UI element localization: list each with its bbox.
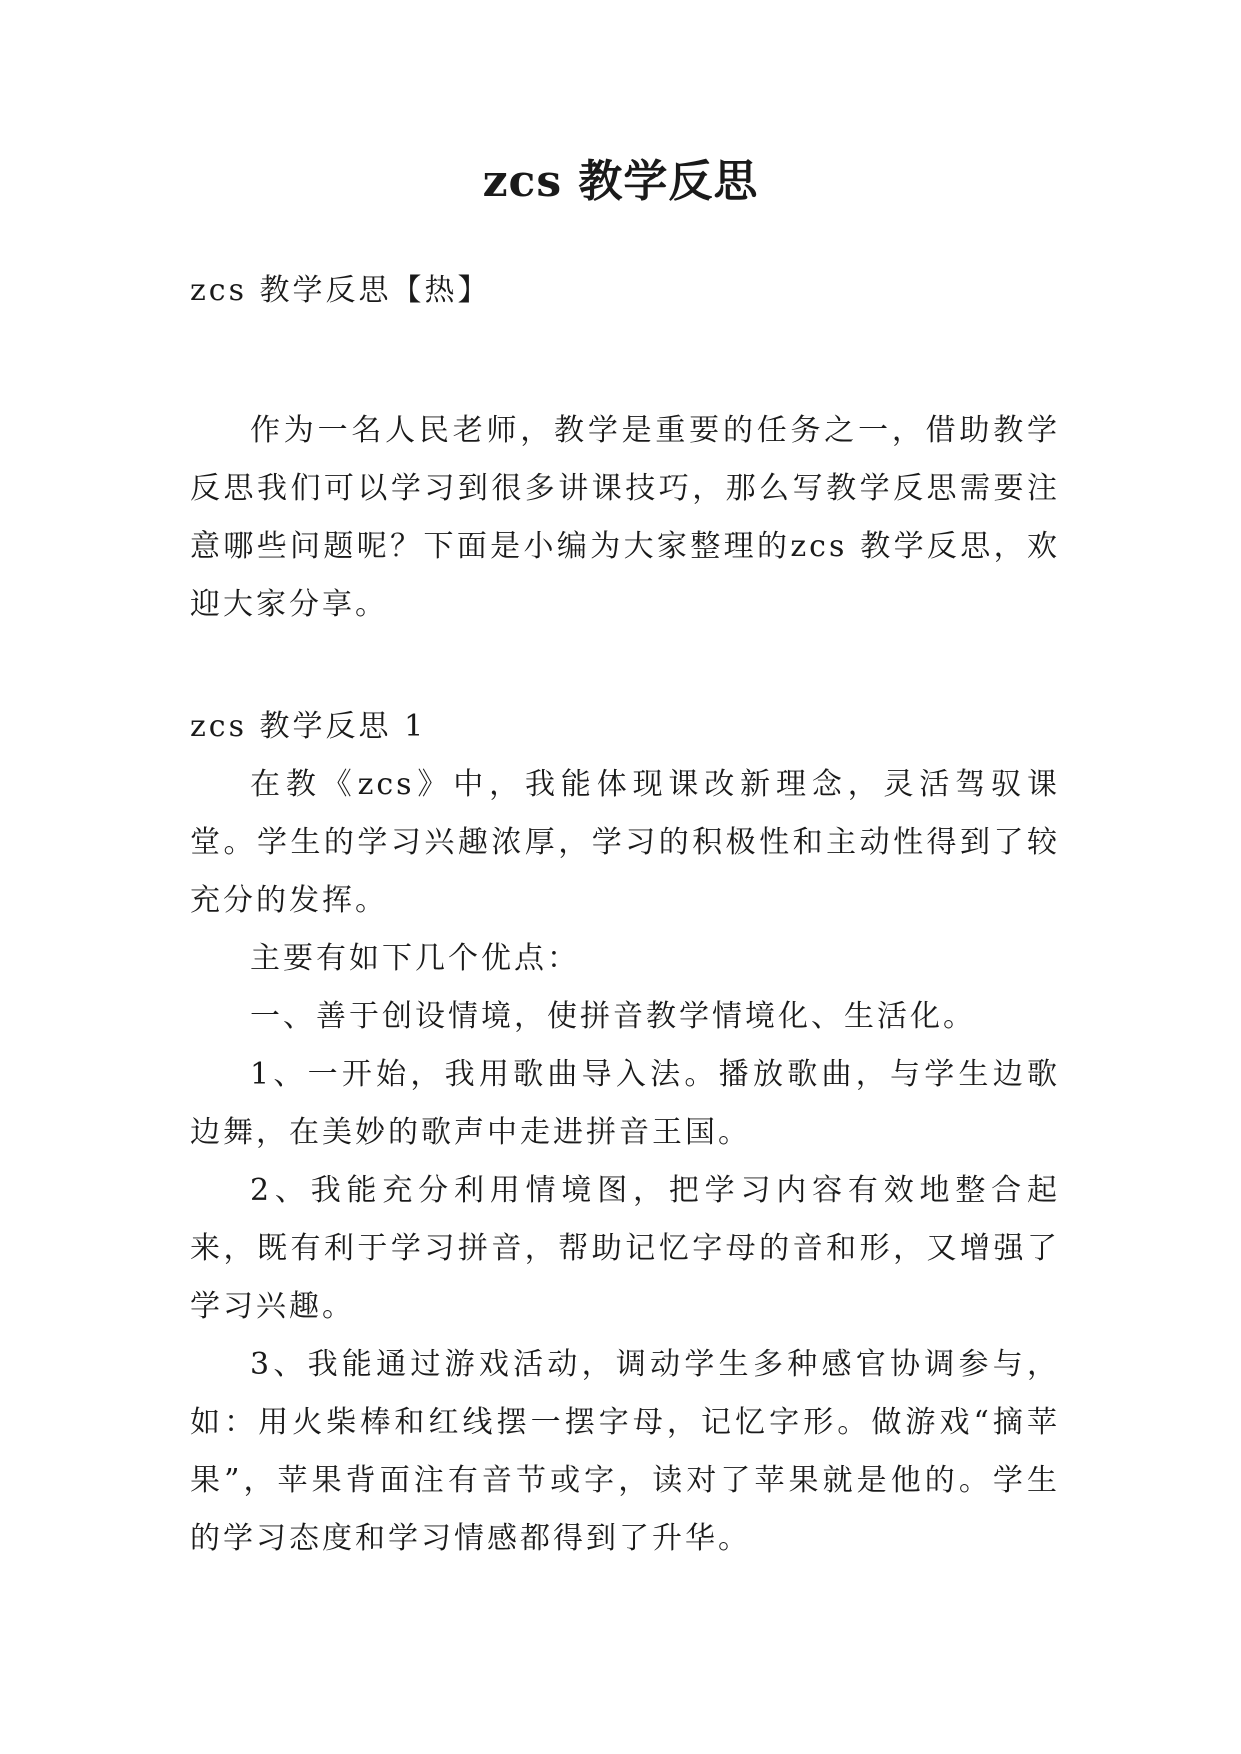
document-title: zcs 教学反思: [482, 156, 759, 207]
section-1-heading: zcs 教学反思 1: [190, 709, 427, 744]
section-1-paragraph-6: 3、我能通过游戏活动，调动学生多种感官协调参与，如：用火柴棒和红线摆一摆字母，记忆字形。做游戏“摘苹果”，苹果背面注有音节或字，读对了苹果就是他的。学生的学习态度和学习情感都得到了升华。: [190, 1347, 1060, 1556]
section-1-paragraph-2: 主要有如下几个优点：: [250, 941, 580, 976]
intro-paragraph: 作为一名人民老师，教学是重要的任务之一，借助教学反思我们可以学习到很多讲课技巧，那么写教学反思需要注意哪些问题呢？下面是小编为大家整理的zcs 教学反思，欢迎大家分享。: [190, 413, 1060, 622]
section-1-paragraph-5: 2、我能充分利用情境图，把学习内容有效地整合起来，既有利于学习拼音，帮助记忆字母的音和形，又增强了学习兴趣。: [190, 1173, 1060, 1324]
intro-block: [190, 402, 1060, 634]
document-subtitle: zcs 教学反思【热】: [190, 273, 491, 308]
section-1-paragraph-1: 在教《zcs》中，我能体现课改新理念，灵活驾驭课堂。学生的学习兴趣浓厚，学习的积极性和主动性得到了较充分的发挥。: [190, 767, 1060, 918]
section-1-paragraph-3: 一、善于创设情境，使拼音教学情境化、生活化。: [250, 999, 976, 1034]
section-1-paragraph-4: 1、一开始，我用歌曲导入法。播放歌曲，与学生边歌边舞，在美妙的歌声中走进拼音王国。: [190, 1057, 1060, 1150]
section-1: [190, 698, 1060, 1568]
